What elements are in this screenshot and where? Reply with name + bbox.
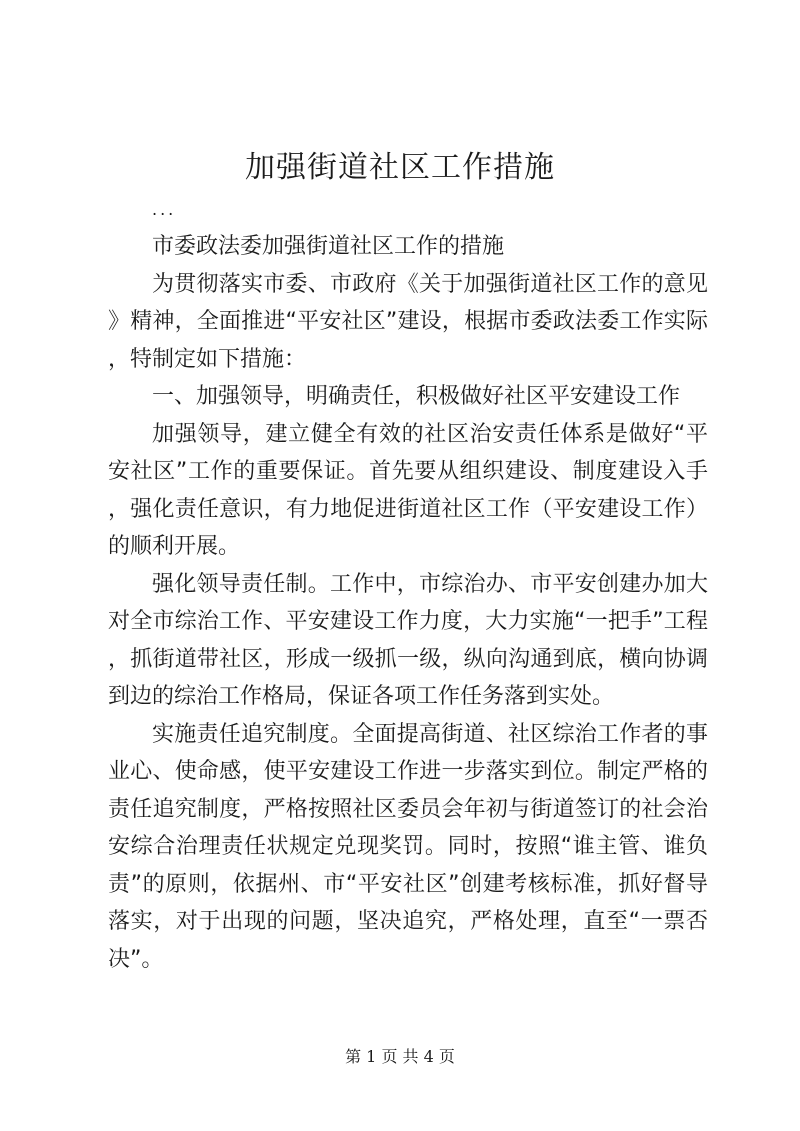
paragraph-leadership: 加强领导，建立健全有效的社区治安责任体系是做好“平安社区”工作的重要保证。首先要从组织建设、制度建设入手，强化责任意识，有力地促进街道社区工作（平安建设工作）的顺利开展。 <box>108 421 708 559</box>
paragraph-heading-1: 一、加强领导，明确责任，积极做好社区平安建设工作 <box>152 384 681 409</box>
page-footer: 第 1 页 共 4 页 <box>345 1047 455 1066</box>
paragraph-subtitle: 市委政法委加强街道社区工作的措施 <box>152 234 505 259</box>
ellipsis-mark: ... <box>152 200 177 219</box>
document-title: 加强街道社区工作措施 <box>245 150 555 185</box>
paragraph-accountability: 实施责任追究制度。全面提高街道、社区综治工作者的事业心、使命感，使平安建设工作进一步落实到位。制定严格的责任追究制度，严格按照社区委员会年初与街道签订的社会治安综合治理责任状规定兑现奖罚。同时，按照“谁主管、谁负责”的原则，依据州、市“平安社区”创建考核标准，抓好督导落实，对于出现的问题，坚决追究，严格处理，直至“一票否决”。 <box>108 721 708 972</box>
paragraph-intro: 为贯彻落实市委、市政府《关于加强街道社区工作的意见》精神，全面推进“平安社区”建设，根据市委政法委工作实际，特制定如下措施： <box>108 271 708 372</box>
paragraph-responsibility-system: 强化领导责任制。工作中，市综治办、市平安创建办加大对全市综治工作、平安建设工作力度，大力实施“一把手”工程，抓街道带社区，形成一级抓一级，纵向沟通到底，横向协调到边的综治工作格局，保证各项工作任务落到实处。 <box>108 571 708 709</box>
document-body <box>108 228 708 978</box>
